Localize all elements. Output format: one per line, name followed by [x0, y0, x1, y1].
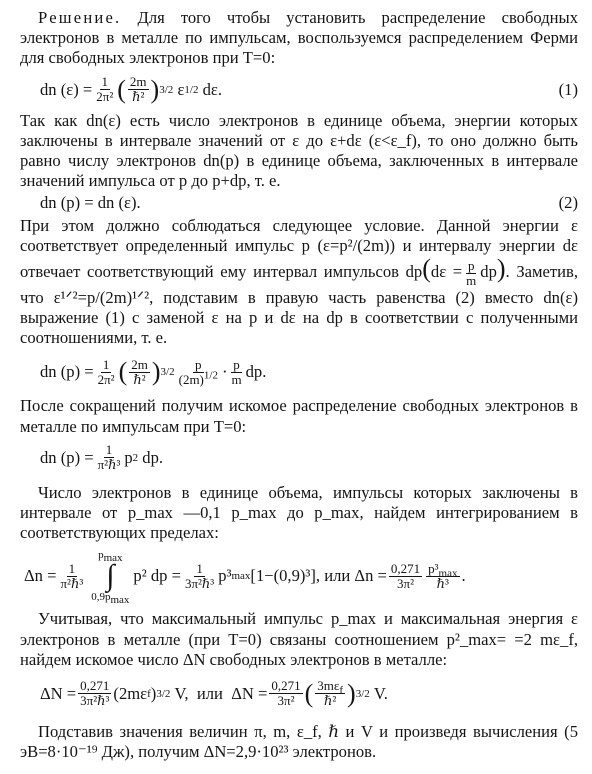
equation-5-formula: Δn = $\frac{1}{\text{π²ℏ³}}$ $p_{max}$ ∫ $0,9p_{max}$ p² dp = $\frac{1}{\text{3π²ℏ³}}$ p³ max [1−(0,9)³], или Δn = $\frac{0,271}{\text{3π²}}$ $\frac{p^3_{max}}{\text{ℏ³}}$ . — [24, 549, 466, 607]
eq4-lhs: dn (p) = — [40, 447, 94, 467]
condition-dp: dp — [405, 262, 423, 282]
eq5-upper: p — [98, 549, 104, 562]
eq3-fraction-4 — [229, 358, 243, 387]
equation-2-number: (2) — [558, 193, 578, 213]
eq5-fraction-3 — [389, 562, 422, 591]
eq5-f4-den: ℏ³ — [436, 575, 449, 591]
eq5-fraction-1 — [58, 562, 85, 591]
eq5-rhs-lhs: Δn = — [354, 566, 387, 586]
eq5-f4-num-sub: max — [438, 567, 458, 580]
eq3-end: dp. — [245, 362, 267, 382]
eq3-fraction-2 — [129, 358, 150, 387]
eq1-f2-num: 2m — [129, 74, 147, 90]
eq6-open-paren: ( — [304, 678, 314, 708]
eq4-end: dp. — [142, 447, 164, 467]
eq6-v2: V. — [373, 683, 388, 703]
eq5-end: . — [461, 566, 466, 586]
eq1-end: dε. — [202, 79, 223, 99]
eq6-f1-num: 0,271 — [80, 678, 110, 694]
eq6-f2-num: 0,271 — [271, 678, 301, 694]
eq5-cube: p³ — [218, 566, 232, 586]
integral-sign-icon: ∫ — [106, 559, 115, 593]
eq5-lower: 0,9p — [91, 591, 111, 604]
equation-6-formula: ΔN = $\frac{0,271}{\text{3π²ℏ³}}$ (2mε f ) 3/2 V, или ΔN = $\frac{0,271}{\text{3π²}}$ ( $\frac{3m\varepsilon_f}{\text{ℏ²}}$ ) 3/2 V. — [40, 678, 388, 709]
eq3-dot: · — [221, 362, 228, 382]
paragraph-solution-intro — [20, 8, 578, 69]
condition-text-a: При этом должно соблюдаться следующее условие. Данной энергии ε соответствует определенный импульс p (ε=p²/(2m)) и интервалу энергии dε отвечает соответствующий ему интервал импульсов — [20, 215, 578, 282]
paragraph-integration: Число электронов в единице объема, импульсы которых заключены в интервале от p_max —0,1 p_max до p_max, найдем интегрированием в соответствующих пределах: — [20, 482, 578, 543]
eq6-fraction-1 — [78, 679, 111, 708]
solution-label: Решение. — [38, 8, 122, 27]
eq4-f-num: 1 — [105, 442, 113, 458]
eq5-lower-sub: max — [110, 594, 130, 607]
eq3-f1-den: 2π² — [97, 371, 115, 387]
solution-intro-text: Для того чтобы установить распределение свободных электронов в металле по импульсам, воспользуемся распределением Ферми для свободных электронов при T=0: — [20, 8, 578, 68]
condition-close-paren: ) — [496, 254, 506, 284]
eq3-f3-num: p — [195, 356, 202, 372]
equation-1 — [20, 71, 578, 109]
equation-3-formula: dn (p) = $\frac{1}{\text{2π²}}$ ( $\frac{2m}{\text{ℏ²}}$ ) 3/2 $\frac{p}{(2m)^{1/2}}$ · $\frac{p}{m}$ dp. — [40, 356, 267, 387]
eq6-f1-den: 3π²ℏ³ — [80, 693, 110, 709]
equation-4-formula: dn (p) = $\frac{1}{\text{π²ℏ³}}$ p 2 dp. — [40, 442, 164, 473]
eq6-f3-den: ℏ² — [324, 693, 337, 709]
eq3-f1-num: 1 — [102, 356, 110, 372]
eq3-lhs: dn (p) = — [40, 362, 94, 382]
equation-3 — [20, 350, 578, 394]
eq5-f1-num: 1 — [68, 560, 76, 576]
eq3-f2-den: ℏ² — [133, 371, 146, 387]
eq3-open-paren: ( — [118, 357, 128, 387]
eq3-fraction-1 — [96, 358, 117, 387]
equation-2-formula: dn (p) = dn (ε). — [40, 193, 141, 213]
paragraph-condition — [20, 216, 578, 349]
equation-1-number: (1) — [558, 79, 578, 99]
eq4-f-den: π²ℏ³ — [97, 457, 121, 473]
equation-4 — [20, 439, 578, 477]
eq5-or: или — [324, 566, 351, 586]
eq5-f3-den: 3π² — [397, 575, 414, 591]
condition-open-paren: ( — [422, 254, 431, 284]
eq3-f4-den: m — [231, 371, 242, 387]
eq5-f4-num: p³ — [428, 560, 439, 576]
eq6-lhs: ΔN = — [40, 683, 77, 703]
eq3-f4-num: p — [233, 356, 240, 372]
eq3-f3-den-power: 1/2 — [203, 369, 218, 382]
eq5-upper-sub: max — [103, 552, 123, 565]
eq3-f2-num: 2m — [131, 356, 148, 372]
eq5-f3-num: 0,271 — [390, 560, 421, 576]
eq6-fraction-2 — [269, 679, 302, 708]
eq5-lower-limit — [91, 591, 130, 607]
eq5-f1-den: π²ℏ³ — [60, 575, 84, 591]
condition-f-num: p — [467, 257, 475, 273]
eq1-f1-den: 2π² — [96, 89, 114, 105]
eq1-fraction-2 — [128, 75, 149, 104]
eq1-epsilon: ε — [177, 79, 185, 99]
eq5-integrand: p² dp = — [133, 566, 181, 586]
eq6-mid-end: ) — [150, 683, 157, 703]
paragraph-reduction: После сокращений получим искомое распределение свободных электронов в металле по импульсам при T=0: — [20, 396, 578, 436]
equation-6 — [20, 672, 578, 716]
condition-fraction — [464, 259, 478, 288]
eq5-integral — [91, 549, 130, 607]
condition-f-den: m — [466, 272, 477, 288]
eq6-close-paren: ) — [347, 678, 356, 708]
condition-text-b: . Заметив, что ε¹ᐟ²=p/(2m)¹ᐟ², подставим в правую часть равенства (2) вместо dn(ε) выражение (1) с заменой ε на p и dε на dp в соответствии с полученными соотношениями, т. е. — [20, 262, 578, 348]
eq6-mid: (2mε — [113, 683, 148, 703]
eq6-rhs-lhs: ΔN = — [231, 683, 268, 703]
eq3-f3-den-wrap — [177, 369, 220, 387]
eq1-close-paren: ) — [150, 74, 160, 104]
condition-dp-end: dp — [480, 262, 497, 282]
eq5-f2-num: 1 — [196, 560, 203, 576]
eq6-f3-num: 3mε — [317, 678, 340, 694]
eq6-or: или — [196, 683, 223, 703]
condition-de: dε = — [430, 262, 463, 282]
eq5-fraction-4 — [426, 562, 459, 591]
eq3-fraction-3 — [177, 358, 220, 387]
eq5-lhs: Δn = — [24, 566, 57, 586]
eq5-bracket: [1−(0,9)³], — [250, 566, 321, 586]
eq1-open-paren: ( — [117, 74, 126, 104]
equation-1-formula: dn (ε) = $\frac{1}{\text{2π²}}$ ( $\frac{2m}{\text{ℏ²}}$ ) 3/2 ε 1/2 dε. — [40, 74, 223, 105]
eq1-lhs: dn (ε) = — [40, 79, 93, 99]
equation-2 — [20, 193, 578, 213]
eq1-f2-den: ℏ² — [132, 89, 145, 105]
eq4-p: p — [124, 447, 133, 467]
eq6-f3-num-sub: f — [339, 685, 344, 698]
equation-5 — [20, 545, 578, 607]
paragraph-energy-interval: Так как dn(ε) есть число электронов в единице объема, энергии которых заключены в интервале значений от ε до ε+dε (ε<ε_f), то оно должно быть равно числу электронов dn(p) в единице объема, заключенных в интервале значений импульса от p до p+dp, т. е. — [20, 110, 578, 191]
eq6-f3-num-wrap — [315, 678, 345, 698]
paragraph-max-momentum: Учитывая, что максимальный импульс p_max и максимальная энергия ε электронов в металле (при T=0) связаны соотношением p²_max= =2 mε_f, найдем искомое число ΔN свободных электронов в металле: — [20, 609, 578, 669]
eq5-fraction-2 — [183, 562, 216, 591]
eq1-f1-num: 1 — [101, 74, 109, 90]
eq6-f2-den: 3π² — [277, 693, 295, 709]
eq5-f4-num-wrap — [426, 560, 459, 580]
eq6-v1: V, — [174, 683, 189, 703]
paragraph-result: Подставив значения величин π, m, ε_f, ℏ и V и произведя вычисления (5 эВ=8·10⁻¹⁹ Дж), получим ΔN=2,9·10²³ электронов. — [20, 721, 578, 762]
eq5-f2-den: 3π²ℏ³ — [184, 575, 215, 591]
eq3-close-paren: ) — [151, 357, 161, 387]
eq1-fraction-1 — [94, 75, 115, 104]
eq3-f3-den: (2m) — [178, 371, 204, 387]
eq4-fraction — [96, 443, 123, 472]
eq6-fraction-3 — [315, 679, 345, 708]
